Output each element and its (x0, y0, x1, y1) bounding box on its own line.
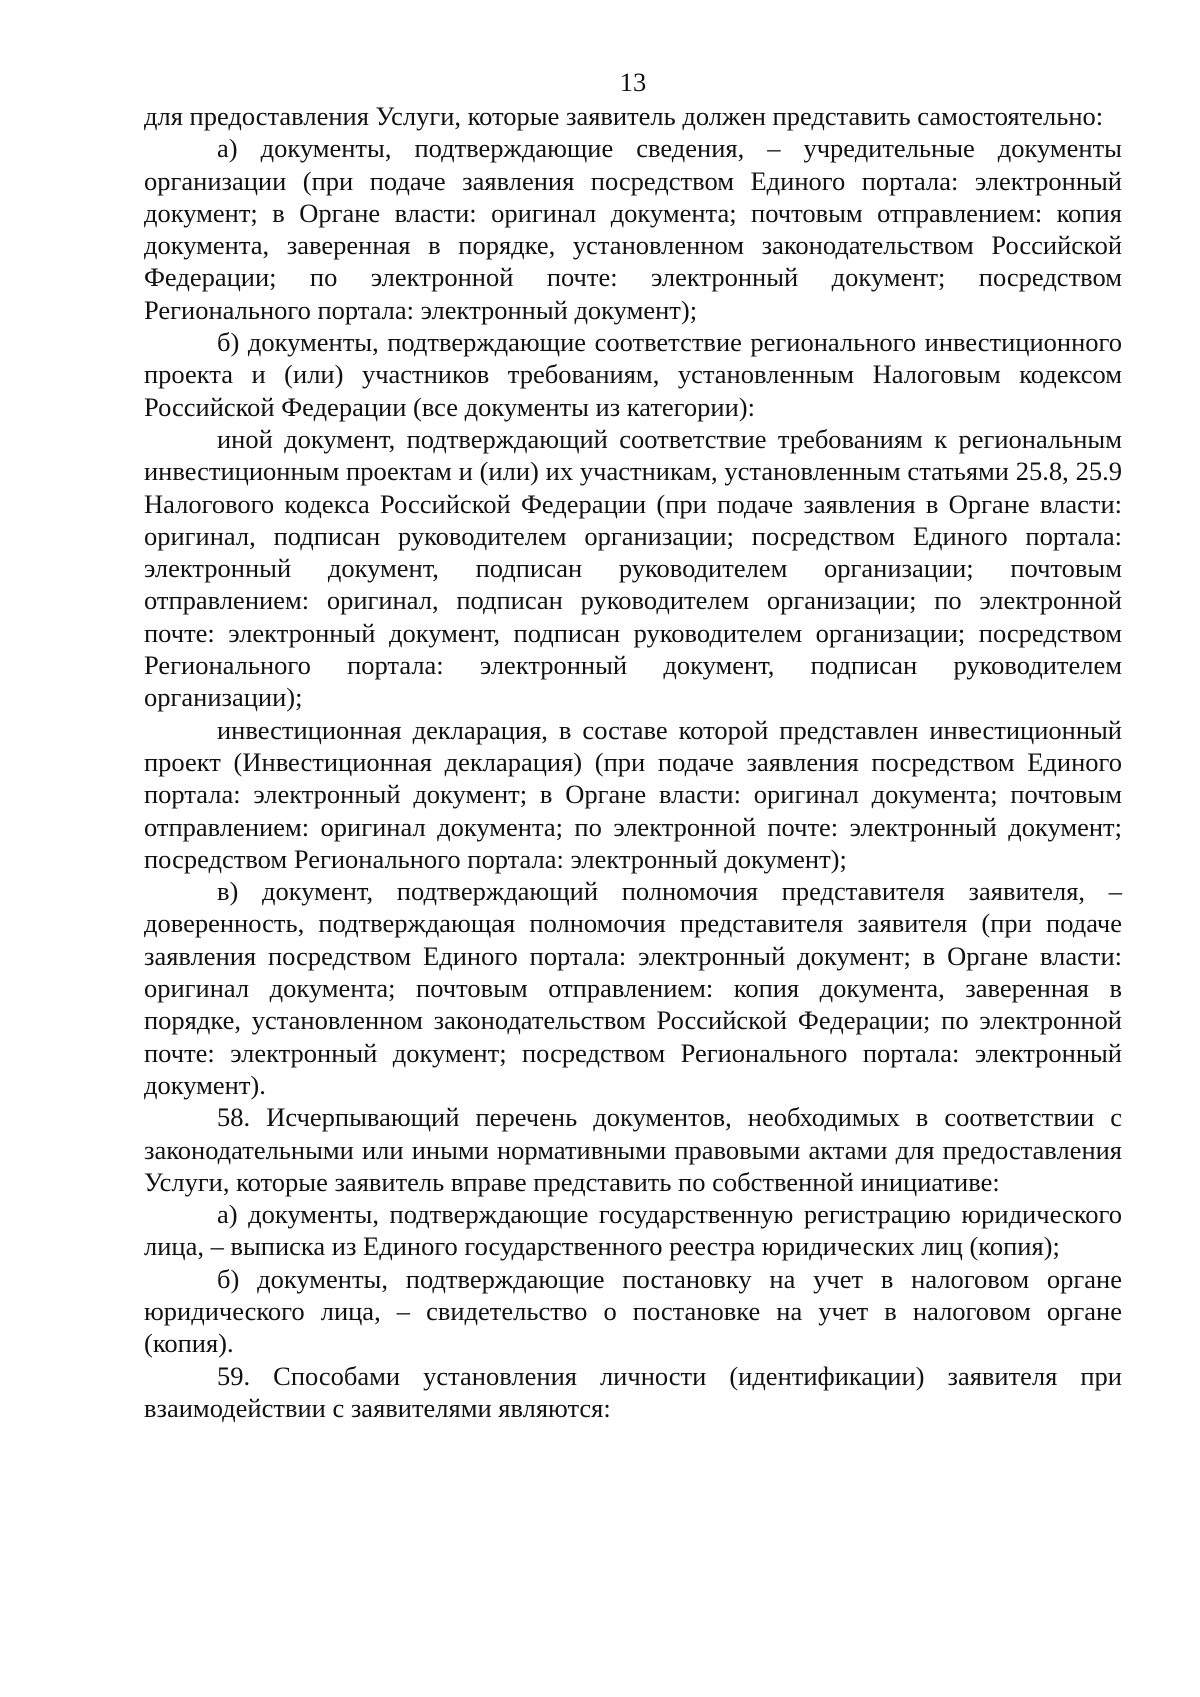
paragraph-item-a-constituent-docs: а) документы, подтверждающие сведения, – учредительные документы организации (при подаче заявления посредством Единого портала: электронный документ; в Органе власти: оригинал документа; почтовым отправлением: копия документа, заверенная в порядке, установленном законодательством Российской Федерации; по электронной почте: электронный документ; посредством Регионального портала: электронный документ); (144, 133, 1122, 325)
paragraph-58-item-b: б) документы, подтверждающие постановку на учет в налоговом органе юридического лица, – свидетельство о постановке на учет в налоговом органе (копия). (144, 1263, 1122, 1359)
page-number: 13 (619, 67, 647, 97)
paragraph-investment-declaration: инвестиционная декларация, в составе которой представлен инвестиционный проект (Инвестиционная декларация) (при подаче заявления посредством Единого портала: электронный документ; в Органе власти: оригинал документа; почтовым отправлением: оригинал документа; по электронной почте: электронный документ; посредством Регионального портала: электронный документ); (144, 714, 1122, 874)
paragraph-item-c-power-of-attorney: в) документ, подтверждающий полномочия представителя заявителя, – доверенность, подтверждающая полномочия представителя заявителя (при подаче заявления посредством Единого портала: электронный документ; в Органе власти: оригинал документа; почтовым отправлением: копия документа, заверенная в порядке, установленном законодательством Российской Федерации; по электронной почте: электронный документ; посредством Регионального портала: электронный документ). (144, 876, 1122, 1100)
paragraph-58-item-a: а) документы, подтверждающие государственную регистрацию юридического лица, – выписка из Единого государственного реестра юридических лиц (копия); (144, 1199, 1122, 1262)
paragraph-continuation: для предоставления Услуги, которые заявитель должен представить самостоятельно: (144, 101, 1104, 131)
paragraph-59: 59. Способами установления личности (идентификации) заявителя при взаимодействии с заявителями являются: (144, 1360, 1122, 1423)
paragraph-other-document: иной документ, подтверждающий соответствие требованиям к региональным инвестиционным проектам и (или) их участникам, установленным статьями 25.8, 25.9 Налогового кодекса Российской Федерации (при подаче заявления в Органе власти: оригинал, подписан руководителем организации; посредством Единого портала: электронный документ, подписан руководителем организации; почтовым отправлением: оригинал, подписан руководителем организации; по электронной почте: электронный документ, подписан руководителем организации; посредством Регионального портала: электронный документ, подписан руководителем организации); (144, 423, 1122, 713)
paragraph-item-b-compliance-docs: б) документы, подтверждающие соответствие регионального инвестиционного проекта и (или) участников требованиям, установленным Налоговым кодексом Российской Федерации (все документы из категории): (144, 327, 1122, 422)
document-page (144, 66, 1122, 1424)
paragraph-58: 58. Исчерпывающий перечень документов, необходимых в соответствии с законодательными или иными нормативными правовыми актами для предоставления Услуги, которые заявитель вправе представить по собственной инициативе: (144, 1102, 1122, 1197)
